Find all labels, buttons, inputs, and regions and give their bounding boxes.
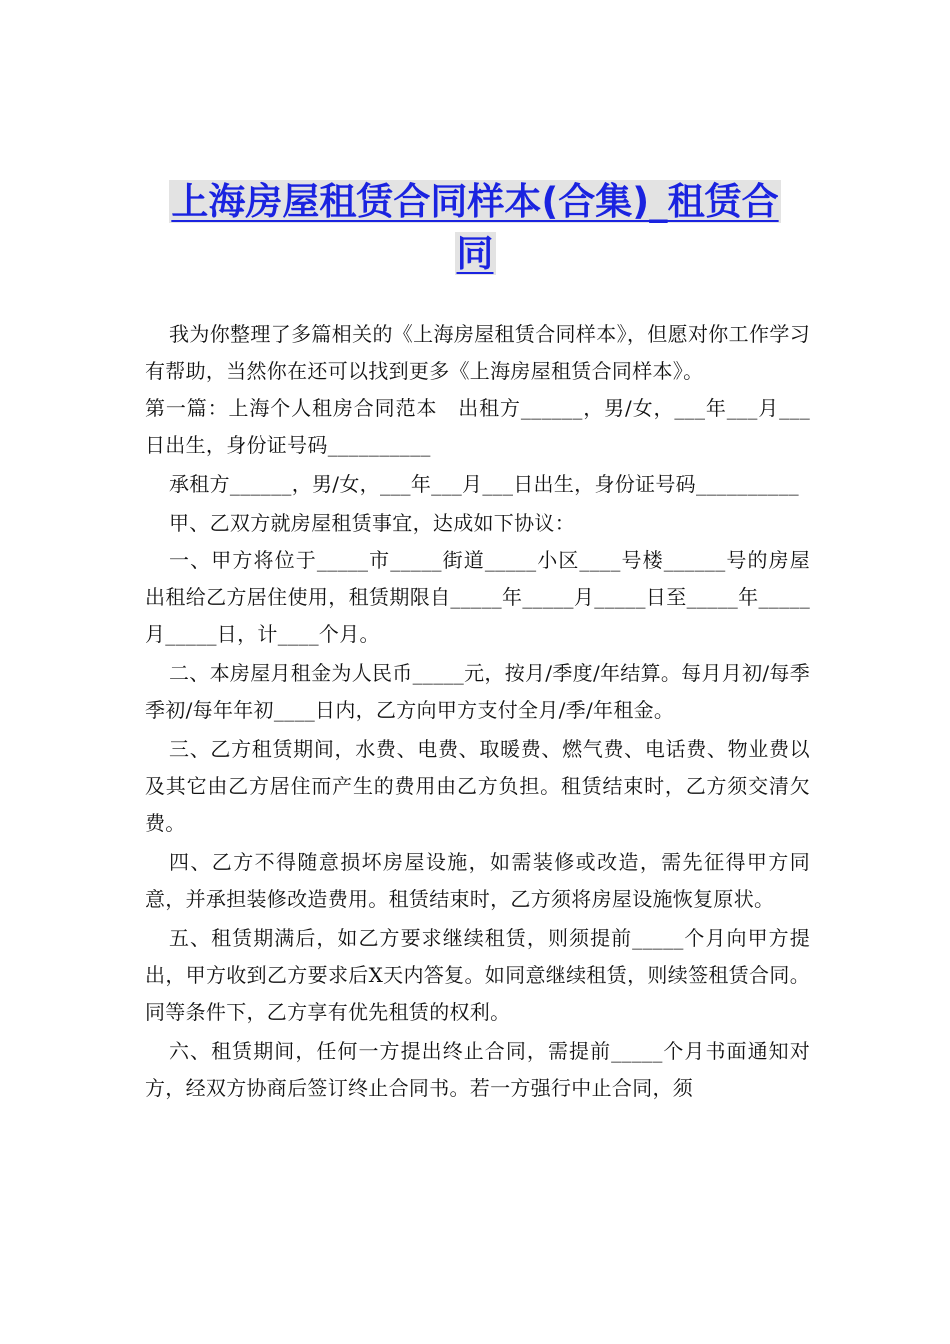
clause-5: 五、租赁期满后，如乙方要求继续租赁，则须提前_____个月向甲方提出，甲方收到乙方要求后X天内答复。如同意继续租赁，则续签租赁合同。同等条件下，乙方享有优先租赁的权利。 <box>145 926 810 1024</box>
clause-4: 四、乙方不得随意损坏房屋设施，如需装修或改造，需先征得甲方同意，并承担装修改造费用。租赁结束时，乙方须将房屋设施恢复原状。 <box>145 850 810 911</box>
agreement-paragraph: 甲、乙双方就房屋租赁事宜，达成如下协议： <box>169 511 575 535</box>
document-body <box>145 316 810 1107</box>
clause-3: 三、乙方租赁期间，水费、电费、取暖费、燃气费、电话费、物业费以及其它由乙方居住而产生的费用由乙方负担。租赁结束时，乙方须交清欠费。 <box>145 737 810 835</box>
clause-2: 二、本房屋月租金为人民币_____元，按月/季度/年结算。每月月初/每季季初/每年年初____日内，乙方向甲方支付全月/季/年租金。 <box>145 661 811 722</box>
intro-paragraph: 我为你整理了多篇相关的《上海房屋租赁合同样本》，但愿对你工作学习有帮助，当然你在还可以找到更多《上海房屋租赁合同样本》。 <box>145 322 810 383</box>
page-title-line-2: 同 <box>456 232 494 275</box>
section-heading: 第一篇：上海个人租房合同范本 出租方______，男/女，___年___月___日出生，身份证号码__________ <box>145 396 810 457</box>
page-title <box>150 176 800 280</box>
clause-6: 六、租赁期间，任何一方提出终止合同，需提前_____个月书面通知对方，经双方协商后签订终止合同书。若一方强行中止合同，须 <box>145 1039 810 1100</box>
tenant-paragraph: 承租方______，男/女，___年___月___日出生，身份证号码__________ <box>169 472 799 496</box>
clause-1: 一、甲方将位于_____市_____街道_____小区____号楼______号的房屋出租给乙方居住使用，租赁期限自_____年_____月_____日至_____年_____月_____日，计____个月。 <box>145 548 810 646</box>
page-title-line-1: 上海房屋租赁合同样本(合集)_租赁合 <box>171 180 779 223</box>
